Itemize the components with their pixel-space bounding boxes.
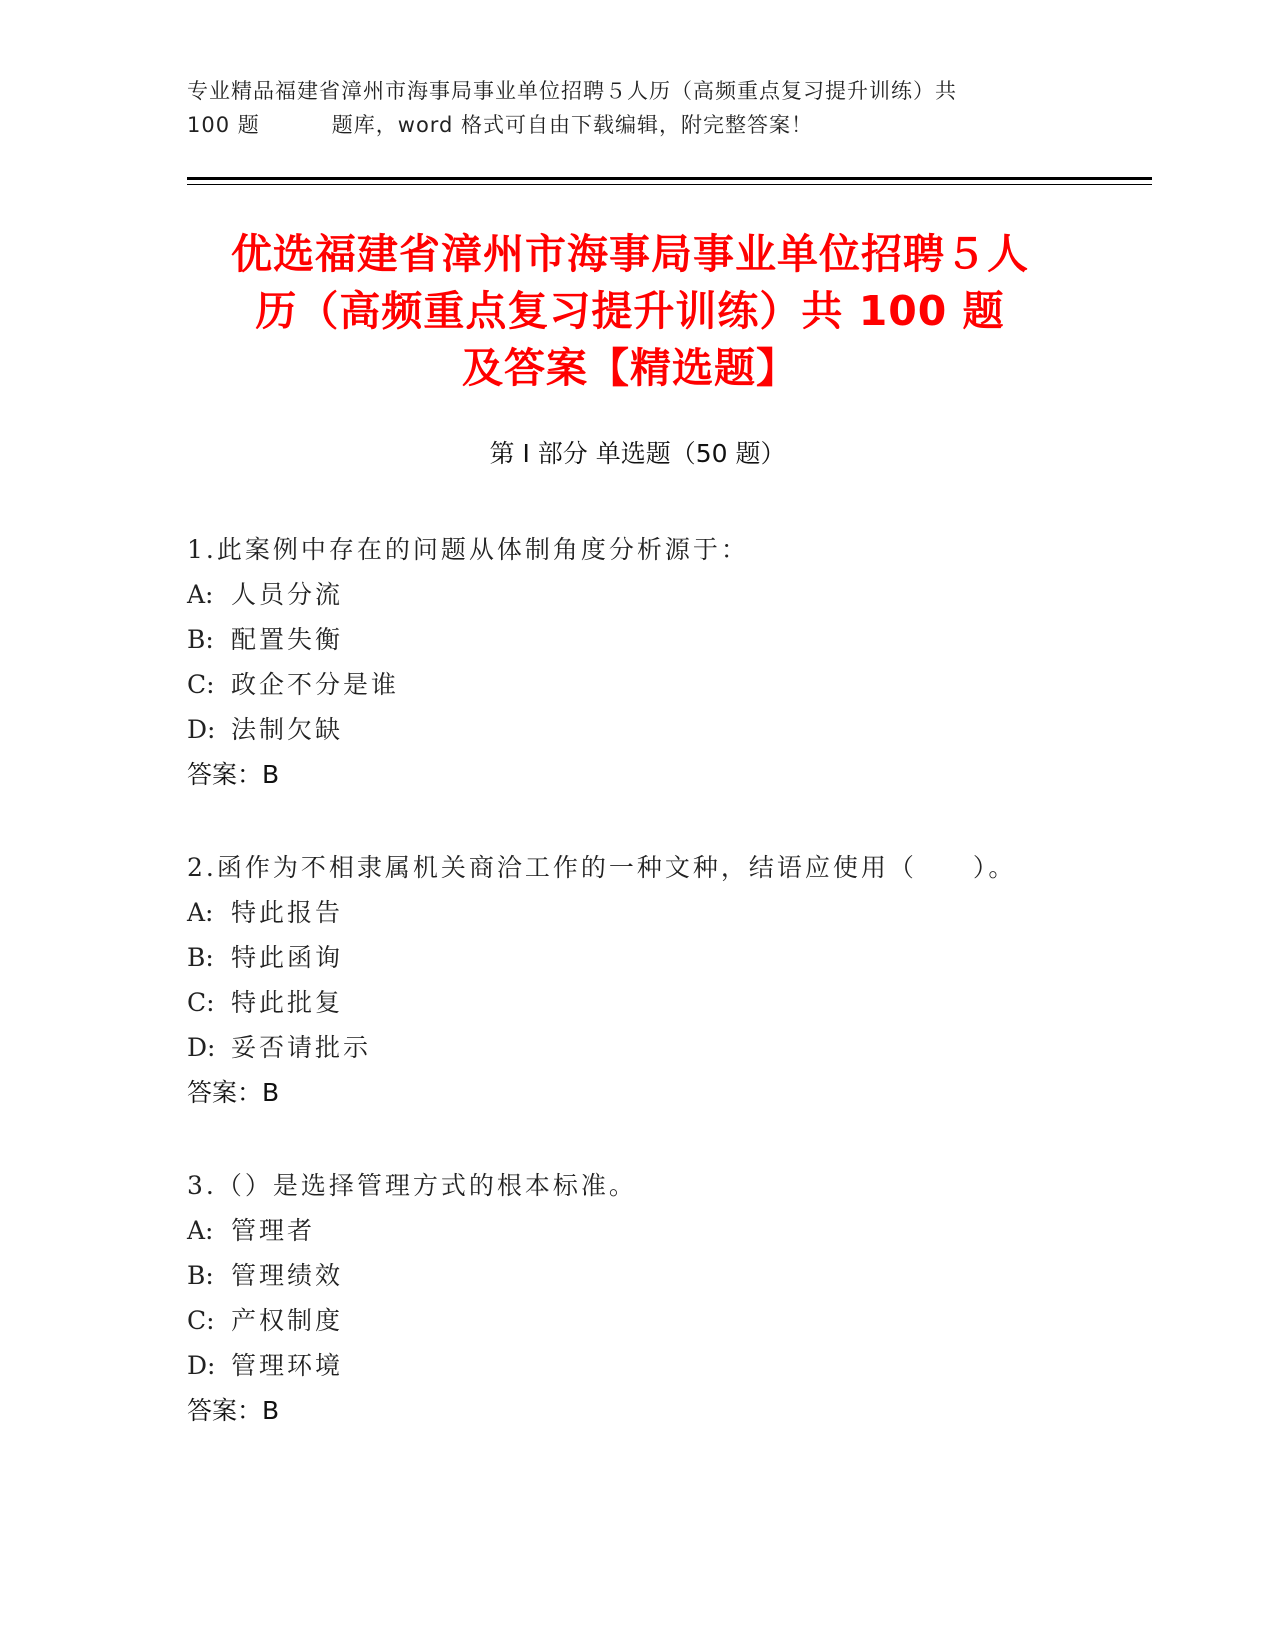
- option-d: [187, 707, 1137, 752]
- document-title-line-3: 及答案【精选题】: [462, 344, 798, 392]
- option-text: 妥否请批示: [231, 1033, 372, 1062]
- header-note-count: 100 题: [187, 113, 260, 137]
- option-text: 配置失衡: [231, 625, 344, 654]
- option-text: 人员分流: [231, 580, 344, 609]
- option-key: B:: [187, 943, 214, 972]
- option-key: C:: [187, 670, 215, 699]
- header-rule-thin: [187, 184, 1152, 185]
- option-c: [187, 980, 1137, 1025]
- option-key: A:: [187, 580, 214, 609]
- option-text: 管理绩效: [231, 1261, 344, 1290]
- option-key: A:: [187, 898, 214, 927]
- document-title-line-2: 历（高频重点复习提升训练）共 100 题: [255, 287, 1005, 335]
- header-note-description: 题库，word 格式可自由下载编辑，附完整答案！: [331, 113, 814, 137]
- option-b: [187, 935, 1137, 980]
- question-stem: 1.此案例中存在的问题从体制角度分析源于：: [187, 535, 749, 564]
- question-item: [187, 845, 1137, 1163]
- option-a: [187, 1208, 1137, 1253]
- option-d: [187, 1343, 1137, 1388]
- answer-line: 答案：B: [187, 1078, 280, 1107]
- document-title-line-1: 优选福建省漳州市海事局事业单位招聘５人: [231, 230, 1029, 278]
- question-item: [187, 1163, 1137, 1481]
- option-d: [187, 1025, 1137, 1070]
- header-note-line-2: [187, 108, 1067, 142]
- answer-line: 答案：B: [187, 760, 280, 789]
- option-c: [187, 662, 1137, 707]
- option-text: 管理者: [231, 1216, 316, 1245]
- option-text: 管理环境: [231, 1351, 344, 1380]
- section-title: 第 I 部分 单选题（50 题）: [489, 439, 786, 468]
- option-text: 法制欠缺: [231, 715, 344, 744]
- document-title: [160, 226, 1100, 397]
- question-stem: 2.函作为不相隶属机关商洽工作的一种文种，结语应使用（ ）。: [187, 853, 1017, 882]
- option-key: D:: [187, 1351, 216, 1380]
- option-text: 产权制度: [231, 1306, 344, 1335]
- option-a: [187, 890, 1137, 935]
- option-key: C:: [187, 1306, 215, 1335]
- header-note: [187, 74, 1067, 142]
- option-c: [187, 1298, 1137, 1343]
- option-text: 政企不分是谁: [231, 670, 400, 699]
- option-key: D:: [187, 1033, 216, 1062]
- question-stem: 3.（）是选择管理方式的根本标准。: [187, 1171, 637, 1200]
- option-key: A:: [187, 1216, 214, 1245]
- option-text: 特此批复: [231, 988, 344, 1017]
- option-text: 特此报告: [231, 898, 344, 927]
- question-item: [187, 527, 1137, 845]
- option-b: [187, 617, 1137, 662]
- answer-line: 答案：B: [187, 1396, 280, 1425]
- option-text: 特此函询: [231, 943, 344, 972]
- option-b: [187, 1253, 1137, 1298]
- option-key: C:: [187, 988, 215, 1017]
- option-a: [187, 572, 1137, 617]
- option-key: B:: [187, 1261, 214, 1290]
- header-note-line-1: 专业精品福建省漳州市海事局事业单位招聘５人历（高频重点复习提升训练）共: [187, 79, 957, 103]
- option-key: D:: [187, 715, 216, 744]
- header-rule-thick: [187, 177, 1152, 180]
- option-key: B:: [187, 625, 214, 654]
- question-list: [187, 527, 1137, 1481]
